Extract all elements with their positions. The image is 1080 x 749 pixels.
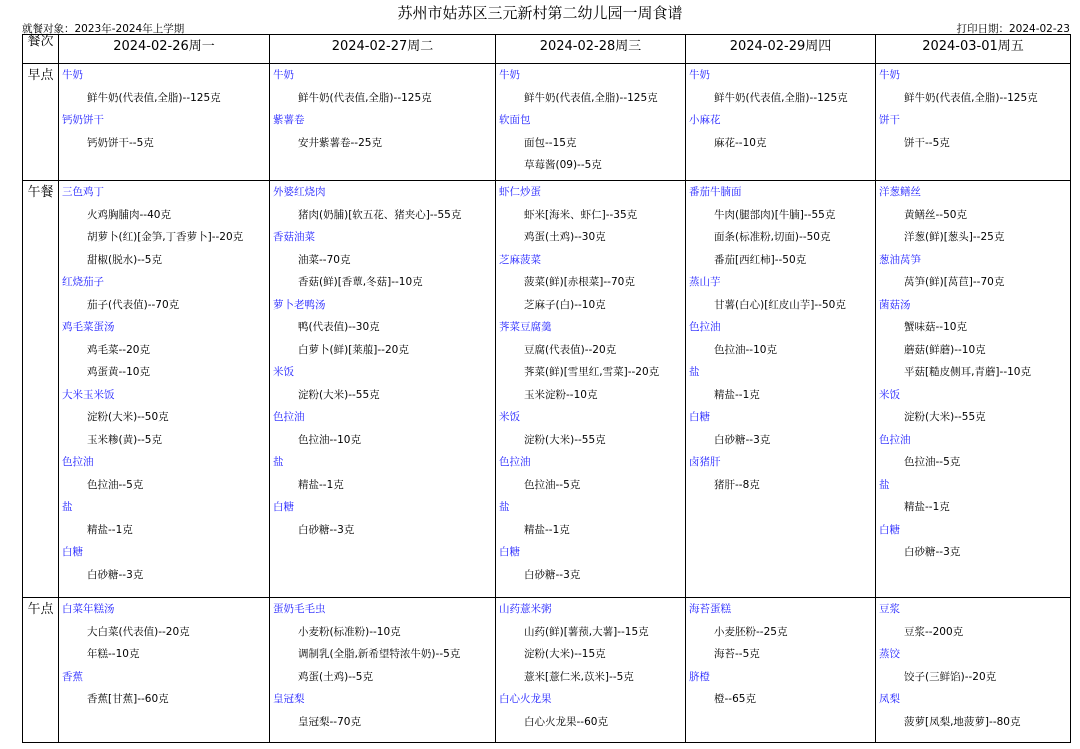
ingredient: 香蕉[甘蕉]--60克: [87, 693, 169, 705]
ingredient: 菠萝[凤梨,地菠萝]--80克: [904, 715, 1021, 728]
dish-name: 鸡毛菜蛋汤: [62, 321, 115, 333]
dish-name: 色拉油: [62, 456, 94, 468]
ingredient: 番茄[西红柿]--50克: [714, 253, 807, 266]
ingredient: 白砂糖--3克: [87, 568, 144, 581]
ingredient: 饺子(三鲜馅)--20克: [904, 670, 997, 683]
ingredient: 精盐--1克: [87, 523, 133, 536]
menu-cell: [686, 598, 876, 743]
dish-name: 米饭: [879, 388, 900, 401]
dish-name: 大米玉米饭: [62, 388, 115, 401]
ingredient: 淀粉(大米)--15克: [524, 648, 606, 660]
dish-name: 米饭: [273, 366, 294, 378]
ingredient: 黄鳝丝--50克: [904, 208, 967, 221]
dish-name: 菌菇汤: [879, 298, 911, 311]
dish-name: 萝卜老鸭汤: [273, 298, 326, 311]
menu-cell: [59, 181, 270, 598]
dish-name: 白菜年糕汤: [62, 603, 115, 615]
menu-cell: [59, 64, 270, 181]
ingredient: 色拉油--10克: [298, 433, 361, 446]
ingredient: 豆腐(代表值)--20克: [524, 343, 617, 356]
ingredient: 玉米淀粉--10克: [524, 388, 598, 401]
ingredient: 玉米糁(黄)--5克: [87, 433, 162, 446]
ingredient: 胡萝卜(红)[金笋,丁香萝卜]--20克: [87, 231, 244, 243]
meal-label: 午餐: [23, 181, 59, 598]
ingredient: 虾米[海米、虾仁]--35克: [524, 208, 638, 221]
page-title: 苏州市姑苏区三元新村第二幼儿园一周食谱: [397, 4, 683, 22]
day-header: 2024-02-28周三: [496, 35, 686, 64]
dish-name: 番茄牛腩面: [689, 186, 742, 198]
ingredient: 鲜牛奶(代表值,全脂)--125克: [298, 91, 432, 104]
ingredient: 豆浆--200克: [904, 625, 964, 638]
dish-name: 皇冠梨: [273, 693, 305, 705]
menu-cell: [876, 181, 1071, 598]
dish-name: 紫薯卷: [273, 114, 305, 126]
ingredient: 鲜牛奶(代表值,全脂)--125克: [714, 91, 848, 104]
menu-cell: [686, 181, 876, 598]
day-header: 2024-02-26周一: [59, 35, 270, 64]
dish-name: 盐: [273, 456, 284, 468]
dish-name: 豆浆: [879, 603, 900, 615]
ingredient: 白砂糖--3克: [524, 568, 581, 581]
ingredient: 蟹味菇--10克: [904, 321, 967, 333]
target-label: 就餐对象：2023年-2024年上学期: [22, 23, 185, 35]
ingredient: 调制乳(全脂,新希望特浓牛奶)--5克: [298, 648, 461, 660]
dish-name: 三色鸡丁: [62, 186, 104, 198]
meal-row: [23, 64, 1071, 181]
ingredient: 麻花--10克: [714, 136, 767, 149]
dish-name: 钙奶饼干: [62, 114, 104, 126]
dish-name: 牛奶: [62, 69, 83, 81]
dish-name: 盐: [879, 478, 890, 491]
dish-name: 白心火龙果: [499, 693, 552, 705]
ingredient: 茄子(代表值)--70克: [87, 298, 180, 311]
ingredient: 芝麻子(白)--10克: [524, 298, 606, 311]
menu-cell: [496, 181, 686, 598]
dish-name: 盐: [499, 501, 510, 513]
dish-name: 牛奶: [879, 69, 900, 81]
ingredient: 白砂糖--3克: [904, 546, 961, 558]
dish-name: 凤梨: [879, 693, 900, 705]
meal-label: 早点: [23, 64, 59, 181]
dish-name: 香菇油菜: [273, 231, 315, 243]
menu-cell: [270, 598, 496, 743]
print-date-value: 2024-02-23: [1008, 23, 1070, 35]
ingredient: 精盐--1克: [524, 523, 570, 536]
ingredient: 精盐--1克: [298, 478, 344, 491]
dish-name: 红烧茄子: [62, 276, 104, 288]
dish-name: 白糖: [273, 501, 294, 513]
ingredient: 小麦粉(标准粉)--10克: [298, 625, 401, 638]
menu-table: [22, 34, 1071, 743]
ingredient: 莴笋(鲜)[莴苣]--70克: [904, 276, 1005, 288]
ingredient: 油菜--70克: [298, 253, 351, 266]
ingredient: 淀粉(大米)--50克: [87, 411, 169, 423]
dish-name: 牛奶: [689, 69, 710, 81]
ingredient: 鲜牛奶(代表值,全脂)--125克: [524, 91, 658, 104]
ingredient: 草莓酱(09)--5克: [524, 159, 602, 171]
day-header: 2024-03-01周五: [876, 35, 1071, 64]
ingredient: 菠菜(鲜)[赤根菜]--70克: [524, 276, 635, 288]
day-header: 2024-02-27周二: [270, 35, 496, 64]
ingredient: 精盐--1克: [714, 388, 760, 401]
ingredient: 甘薯(白心)[红皮山芋]--50克: [714, 298, 846, 311]
menu-cell: [496, 598, 686, 743]
ingredient: 色拉油--5克: [524, 478, 581, 491]
dish-name: 虾仁炒蛋: [499, 186, 541, 198]
ingredient: 香菇(鲜)[香蕈,冬菇]--10克: [298, 276, 423, 288]
ingredient: 洋葱(鲜)[葱头]--25克: [904, 231, 1005, 243]
dish-name: 芝麻菠菜: [499, 253, 541, 266]
dish-name: 色拉油: [499, 456, 531, 468]
ingredient: 猪肝--8克: [714, 478, 760, 491]
dish-name: 白糖: [499, 546, 520, 558]
ingredient: 淀粉(大米)--55克: [524, 433, 606, 446]
dish-name: 软面包: [499, 114, 531, 126]
dish-name: 蒸饺: [879, 648, 900, 660]
ingredient: 年糕--10克: [87, 648, 140, 660]
ingredient: 橙--65克: [714, 693, 756, 705]
dish-name: 小麻花: [689, 114, 721, 126]
ingredient: 山药(鲜)[薯蓣,大薯]--15克: [524, 625, 649, 638]
ingredient: 牛肉(腿部肉)[牛腩]--55克: [714, 208, 836, 221]
ingredient: 海苔--5克: [714, 648, 760, 660]
dish-name: 山药薏米粥: [499, 603, 552, 615]
ingredient: 淀粉(大米)--55克: [904, 411, 986, 423]
meal-label: 午点: [23, 598, 59, 743]
ingredient: 淀粉(大米)--55克: [298, 388, 380, 401]
ingredient: 荠菜(鲜)[雪里红,雪菜]--20克: [524, 366, 660, 378]
ingredient: 饼干--5克: [904, 136, 950, 149]
ingredient: 鲜牛奶(代表值,全脂)--125克: [904, 91, 1038, 104]
menu-cell: [59, 598, 270, 743]
dish-name: 蛋奶毛毛虫: [273, 603, 326, 615]
ingredient: 面包--15克: [524, 136, 577, 149]
ingredient: 鸭(代表值)--30克: [298, 321, 380, 333]
dish-name: 香蕉: [62, 670, 83, 683]
dish-name: 盐: [689, 366, 700, 378]
dish-name: 荠菜豆腐羹: [499, 321, 552, 333]
ingredient: 鸡毛菜--20克: [87, 343, 150, 356]
menu-cell: [686, 64, 876, 181]
ingredient: 甜椒(脱水)--5克: [87, 253, 162, 266]
corner-header: 餐次: [23, 35, 59, 64]
ingredient: 蘑菇(鲜蘑)--10克: [904, 343, 986, 356]
dish-name: 外婆红烧肉: [273, 186, 326, 198]
ingredient: 鲜牛奶(代表值,全脂)--125克: [87, 91, 221, 104]
ingredient: 大白菜(代表值)--20克: [87, 625, 190, 638]
ingredient: 薏米[薏仁米,苡米]--5克: [524, 670, 634, 683]
dish-name: 牛奶: [499, 69, 520, 81]
dish-name: 洋葱鳝丝: [879, 186, 921, 198]
ingredient: 平菇[糙皮侧耳,青蘑]--10克: [904, 366, 1031, 378]
dish-name: 卤猪肝: [689, 456, 721, 468]
ingredient: 色拉油--10克: [714, 343, 777, 356]
ingredient: 精盐--1克: [904, 501, 950, 513]
ingredient: 鸡蛋(土鸡)--30克: [524, 231, 606, 243]
dish-name: 色拉油: [689, 321, 721, 333]
menu-cell: [270, 181, 496, 598]
dish-name: 白糖: [62, 546, 83, 558]
dish-name: 蒸山芋: [689, 276, 721, 288]
ingredient: 白砂糖--3克: [298, 523, 355, 536]
ingredient: 小麦胚粉--25克: [714, 625, 788, 638]
ingredient: 白萝卜(鲜)[莱菔]--20克: [298, 343, 409, 356]
dish-name: 饼干: [879, 114, 900, 126]
dish-name: 牛奶: [273, 69, 294, 81]
meal-row: [23, 598, 1071, 743]
ingredient: 猪肉(奶脯)[软五花、猪夹心]--55克: [298, 208, 462, 221]
print-date-label: 打印日期：: [956, 23, 1009, 35]
dish-name: 盐: [62, 501, 73, 513]
dish-name: 葱油莴笋: [879, 253, 921, 266]
ingredient: 面条(标准粉,切面)--50克: [714, 231, 831, 243]
ingredient: 安井紫薯卷--25克: [298, 136, 382, 149]
ingredient: 钙奶饼干--5克: [87, 136, 154, 149]
menu-cell: [496, 64, 686, 181]
menu-cell: [876, 64, 1071, 181]
dish-name: 色拉油: [273, 411, 305, 423]
menu-cell: [270, 64, 496, 181]
dish-name: 米饭: [499, 411, 520, 423]
day-header: 2024-02-29周四: [686, 35, 876, 64]
menu-cell: [876, 598, 1071, 743]
ingredient: 色拉油--5克: [87, 478, 144, 491]
dish-name: 白糖: [689, 411, 710, 423]
ingredient: 皇冠梨--70克: [298, 715, 361, 728]
ingredient: 白砂糖--3克: [714, 433, 771, 446]
ingredient: 鸡蛋(土鸡)--5克: [298, 670, 373, 683]
dish-name: 海苔蛋糕: [689, 603, 731, 615]
ingredient: 火鸡胸脯肉--40克: [87, 208, 171, 221]
dish-name: 脐橙: [689, 670, 710, 683]
ingredient: 白心火龙果--60克: [524, 715, 608, 728]
dish-name: 色拉油: [879, 433, 911, 446]
ingredient: 色拉油--5克: [904, 456, 961, 468]
ingredient: 鸡蛋黄--10克: [87, 366, 150, 378]
dish-name: 白糖: [879, 523, 900, 536]
meal-row: [23, 181, 1071, 598]
